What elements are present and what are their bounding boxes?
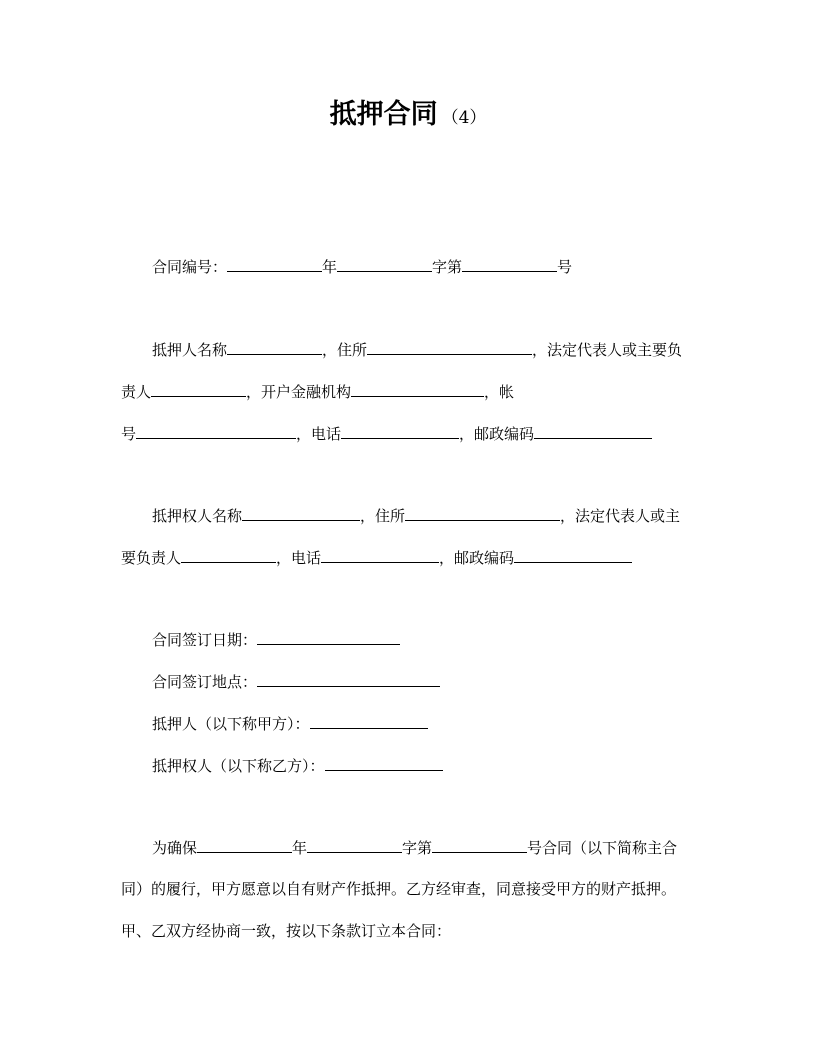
mortgagor-residence-label: ，住所: [322, 341, 368, 359]
party-a-line: [152, 713, 428, 734]
mortgagee-phone-field[interactable]: [321, 547, 439, 563]
contract-number-line: [152, 256, 572, 277]
main-contract-no-field[interactable]: [432, 837, 527, 853]
preamble-text-3: 甲、乙双方经协商一致，按以下条款订立本合同：: [121, 922, 452, 940]
contract-year-field[interactable]: [227, 256, 322, 272]
contract-zi-field[interactable]: [337, 256, 432, 272]
mortgagee-line-1: [152, 505, 680, 526]
preamble-line-1: [152, 837, 677, 858]
party-a-label: 抵押人（以下称甲方）：: [152, 715, 310, 733]
signing-place-field[interactable]: [257, 671, 440, 687]
mortgagor-bank-field[interactable]: [351, 381, 484, 397]
mortgagee-line-2: [121, 547, 632, 568]
mortgagee-phone-label: ，电话: [276, 549, 322, 567]
mortgagee-name-label: 抵押权人名称: [152, 507, 243, 525]
signing-place-line: [152, 671, 440, 692]
preamble-text-2: 同）的履行，甲方愿意以自有财产作抵押。乙方经审查，同意接受甲方的财产抵押。: [121, 880, 677, 898]
mortgagor-account-field[interactable]: [136, 423, 296, 439]
preamble-start: 为确保: [152, 839, 198, 857]
mortgagor-line-2: [121, 381, 514, 402]
contract-no-field[interactable]: [462, 256, 557, 272]
mortgagor-legal-rep-label: ，法定代表人或主要负: [532, 341, 683, 359]
mortgagor-phone-label: ，电话: [296, 425, 342, 443]
party-b-line: [152, 755, 443, 776]
preamble-year-label: 年: [292, 839, 308, 857]
document-title: [0, 98, 816, 135]
mortgagor-account-label-cont: 号: [121, 425, 137, 443]
mortgagee-name-field[interactable]: [242, 505, 360, 521]
year-label: 年: [322, 258, 338, 276]
mortgagee-legal-rep-label: ，法定代表人或主: [560, 507, 681, 525]
mortgagee-postcode-label: ，邮政编码: [439, 549, 515, 567]
zi-di-label: 字第: [432, 258, 463, 276]
party-b-field[interactable]: [325, 755, 443, 771]
preamble-line-3: [121, 921, 451, 941]
preamble-end: 号合同（以下简称主合: [527, 839, 678, 857]
preamble-zidi-label: 字第: [402, 839, 433, 857]
mortgagee-postcode-field[interactable]: [514, 547, 632, 563]
mortgagor-line-3: [121, 423, 652, 444]
signing-date-field[interactable]: [257, 629, 400, 645]
mortgagor-account-label: ，帐: [484, 383, 515, 401]
mortgagor-legal-rep-field[interactable]: [151, 381, 246, 397]
signing-date-line: [152, 629, 400, 650]
mortgagor-postcode-field[interactable]: [534, 423, 652, 439]
mortgagee-legal-rep-field[interactable]: [181, 547, 276, 563]
mortgagor-legal-rep-label-cont: 责人: [121, 383, 152, 401]
main-contract-zi-field[interactable]: [307, 837, 402, 853]
contract-number-label: 合同编号：: [152, 258, 228, 276]
mortgagor-name-label: 抵押人名称: [152, 341, 228, 359]
signing-date-label: 合同签订日期：: [152, 631, 258, 649]
mortgagor-postcode-label: ，邮政编码: [459, 425, 535, 443]
main-contract-year-field[interactable]: [197, 837, 292, 853]
signing-place-label: 合同签订地点：: [152, 673, 258, 691]
preamble-line-2: [121, 879, 676, 899]
mortgagor-residence-field[interactable]: [367, 339, 532, 355]
mortgagee-residence-label: ，住所: [360, 507, 406, 525]
mortgagor-phone-field[interactable]: [341, 423, 459, 439]
title-text: 抵押合同: [329, 99, 438, 130]
party-a-field[interactable]: [310, 713, 428, 729]
hao-label: 号: [557, 258, 573, 276]
mortgagee-legal-rep-label-cont: 要负责人: [121, 549, 182, 567]
mortgagor-name-field[interactable]: [227, 339, 322, 355]
mortgagee-residence-field[interactable]: [405, 505, 560, 521]
party-b-label: 抵押权人（以下称乙方）：: [152, 757, 325, 775]
mortgagor-bank-label: ，开户金融机构: [246, 383, 352, 401]
title-number: （4）: [441, 108, 487, 128]
mortgagor-line-1: [152, 339, 682, 360]
